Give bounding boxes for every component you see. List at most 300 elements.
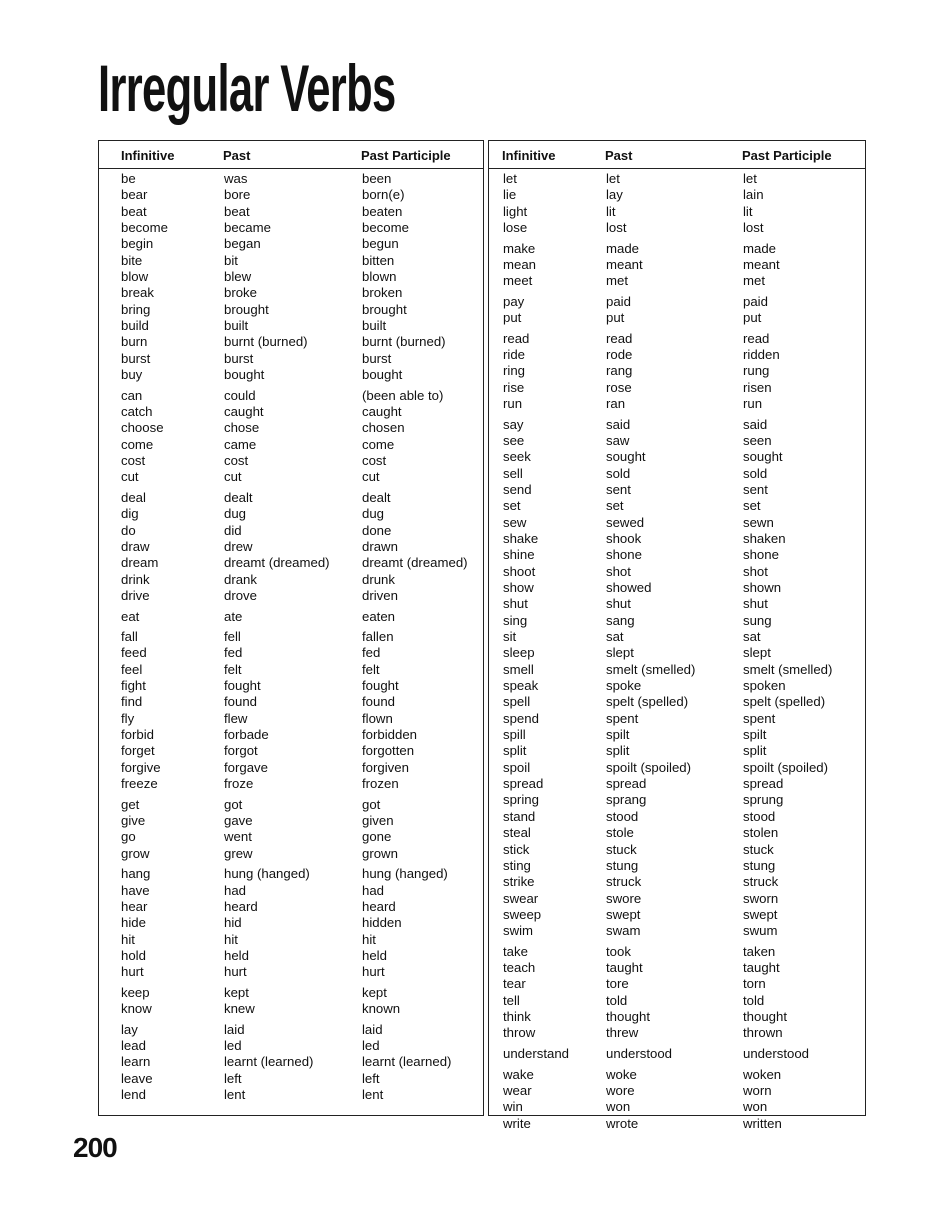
table-row <box>99 678 483 694</box>
past-participle-cell: driven <box>362 587 398 603</box>
infinitive-cell: can <box>121 387 143 403</box>
infinitive-cell: forbid <box>121 727 154 743</box>
table-row <box>99 645 483 661</box>
past-participle-cell: sought <box>743 449 783 465</box>
table-row <box>99 915 483 931</box>
past-participle-cell: stuck <box>743 841 774 857</box>
table-row <box>99 813 483 829</box>
past-cell: meant <box>606 256 643 272</box>
infinitive-cell: keep <box>121 984 150 1000</box>
infinitive-cell: eat <box>121 608 140 624</box>
table-row <box>489 363 865 379</box>
verb-table-right <box>488 140 866 1131</box>
table-row <box>99 404 483 420</box>
infinitive-cell: catch <box>121 404 153 419</box>
table-row <box>489 842 865 858</box>
table-row <box>489 1009 865 1025</box>
past-participle-cell: sung <box>743 612 772 628</box>
past-cell: sewed <box>606 514 645 530</box>
table-row <box>489 874 865 890</box>
past-cell: said <box>606 416 631 432</box>
past-cell: woke <box>606 1066 637 1082</box>
table-row <box>99 964 483 980</box>
past-participle-cell: sold <box>743 465 768 481</box>
infinitive-cell: show <box>503 580 534 595</box>
past-participle-cell: made <box>743 240 776 256</box>
verb-table-left <box>98 140 484 1116</box>
infinitive-cell: lend <box>121 1087 146 1103</box>
table-row <box>99 269 483 285</box>
past-participle-cell: dealt <box>362 489 391 505</box>
past-participle-cell: forgotten <box>362 743 415 759</box>
verb-list-left <box>99 171 483 1103</box>
past-cell: forgave <box>224 759 268 775</box>
past-cell: stung <box>606 857 639 873</box>
infinitive-cell: grow <box>121 845 150 861</box>
infinitive-cell: steal <box>503 825 531 841</box>
infinitive-cell: burst <box>121 350 151 366</box>
table-row <box>489 923 865 939</box>
infinitive-cell: set <box>503 498 521 514</box>
verb-list-right <box>489 171 865 1132</box>
table-row <box>489 858 865 874</box>
infinitive-cell: meet <box>503 273 533 289</box>
past-cell: paid <box>606 293 631 309</box>
past-participle-cell: flown <box>362 710 393 726</box>
infinitive-cell: shine <box>503 547 535 563</box>
infinitive-cell: bite <box>121 252 143 268</box>
table-row <box>489 396 865 412</box>
infinitive-cell: bear <box>121 187 148 203</box>
infinitive-cell: ride <box>503 347 525 362</box>
infinitive-cell: buy <box>121 367 143 383</box>
infinitive-cell: give <box>121 813 146 828</box>
infinitive-cell: fly <box>121 710 135 726</box>
past-participle-cell: sewn <box>743 514 774 530</box>
past-cell: shut <box>606 596 631 612</box>
past-participle-cell: been <box>362 171 392 186</box>
past-cell: sang <box>606 612 635 628</box>
past-cell: hit <box>224 931 238 947</box>
infinitive-cell: know <box>121 1001 152 1017</box>
past-cell: did <box>224 522 242 538</box>
past-cell: laid <box>224 1021 245 1037</box>
table-row <box>99 187 483 203</box>
table-row <box>489 944 865 960</box>
table-row <box>99 588 483 604</box>
past-participle-cell: woken <box>743 1066 782 1082</box>
table-row <box>489 596 865 612</box>
past-cell: built <box>224 318 249 334</box>
past-cell: won <box>606 1099 631 1115</box>
past-cell: swore <box>606 890 642 906</box>
past-participle-cell: felt <box>362 661 380 677</box>
past-participle-cell: understood <box>743 1046 809 1061</box>
past-cell: beat <box>224 203 250 219</box>
past-cell: came <box>224 436 257 452</box>
table-row <box>489 711 865 727</box>
past-cell: hid <box>224 915 242 931</box>
table-row <box>99 985 483 1001</box>
past-cell: led <box>224 1038 242 1054</box>
header-infinitive: Infinitive <box>121 148 175 163</box>
past-cell: fed <box>224 645 243 661</box>
past-participle-cell: frozen <box>362 776 399 792</box>
table-row <box>489 694 865 710</box>
past-participle-cell: spelt (spelled) <box>743 694 826 710</box>
infinitive-cell: do <box>121 522 136 538</box>
past-participle-cell: lost <box>743 220 764 236</box>
past-cell: dealt <box>224 489 253 505</box>
infinitive-cell: begin <box>121 236 154 252</box>
infinitive-cell: have <box>121 882 150 898</box>
past-participle-cell: let <box>743 171 757 186</box>
infinitive-cell: sing <box>503 612 528 628</box>
table-row <box>99 711 483 727</box>
past-participle-cell: shown <box>743 580 782 595</box>
past-cell: bought <box>224 367 265 383</box>
past-participle-cell: forgiven <box>362 759 409 775</box>
table-row <box>99 829 483 845</box>
infinitive-cell: feed <box>121 645 147 661</box>
infinitive-cell: get <box>121 796 140 812</box>
header-infinitive: Infinitive <box>502 148 556 163</box>
table-row <box>99 334 483 350</box>
past-cell: threw <box>606 1025 639 1041</box>
table-row <box>99 743 483 759</box>
infinitive-cell: dig <box>121 506 139 522</box>
past-cell: was <box>224 171 248 186</box>
past-participle-cell: born(e) <box>362 187 405 203</box>
table-row <box>489 678 865 694</box>
table-row <box>489 825 865 841</box>
table-row <box>489 662 865 678</box>
infinitive-cell: sew <box>503 514 527 530</box>
infinitive-cell: light <box>503 203 528 219</box>
infinitive-cell: sweep <box>503 906 542 922</box>
infinitive-cell: hit <box>121 931 135 947</box>
past-participle-cell: spoken <box>743 678 786 694</box>
past-cell: heard <box>224 898 258 914</box>
table-row <box>99 866 483 882</box>
past-cell: rode <box>606 347 633 362</box>
past-participle-cell: smelt (smelled) <box>743 661 833 677</box>
past-cell: thought <box>606 1009 650 1025</box>
past-participle-cell: put <box>743 310 762 326</box>
past-participle-cell: (been able to) <box>362 387 444 403</box>
past-cell: spilt <box>606 727 630 743</box>
past-cell: sought <box>606 449 646 465</box>
infinitive-cell: learn <box>121 1054 151 1070</box>
past-cell: wore <box>606 1082 635 1098</box>
infinitive-cell: let <box>503 171 517 186</box>
past-participle-cell: shone <box>743 547 779 563</box>
past-cell: knew <box>224 1001 255 1017</box>
table-row <box>489 347 865 363</box>
infinitive-cell: shoot <box>503 563 536 579</box>
infinitive-cell: choose <box>121 420 164 436</box>
past-cell: grew <box>224 845 253 861</box>
table-row <box>99 846 483 862</box>
past-cell: felt <box>224 661 242 677</box>
past-cell: met <box>606 273 628 289</box>
past-participle-cell: won <box>743 1099 768 1115</box>
past-cell: smelt (smelled) <box>606 661 696 677</box>
table-row <box>99 555 483 571</box>
past-cell: spoilt (spoiled) <box>606 759 692 775</box>
past-participle-cell: cost <box>362 453 387 469</box>
table-row <box>99 236 483 252</box>
past-participle-cell: spoilt (spoiled) <box>743 759 829 775</box>
infinitive-cell: leave <box>121 1070 153 1086</box>
header-past: Past <box>605 148 633 163</box>
past-participle-cell: told <box>743 992 765 1008</box>
table-header <box>489 141 865 169</box>
past-participle-cell: lit <box>743 203 753 219</box>
past-participle-cell: torn <box>743 976 766 992</box>
table-row <box>489 743 865 759</box>
past-cell: shook <box>606 530 642 546</box>
table-row <box>99 285 483 301</box>
past-cell: dug <box>224 506 247 522</box>
infinitive-cell: ring <box>503 363 525 379</box>
past-participle-cell: fed <box>362 645 381 661</box>
page-title: Irregular Verbs <box>98 51 396 125</box>
past-participle-cell: taught <box>743 960 780 976</box>
table-row <box>99 609 483 625</box>
past-participle-cell: swept <box>743 906 778 922</box>
past-cell: tore <box>606 976 629 992</box>
past-participle-cell: split <box>743 743 767 759</box>
infinitive-cell: seek <box>503 449 531 465</box>
infinitive-cell: spend <box>503 710 539 726</box>
past-cell: bore <box>224 187 251 203</box>
past-participle-cell: sent <box>743 481 768 497</box>
past-cell: spelt (spelled) <box>606 694 689 710</box>
infinitive-cell: spoil <box>503 759 531 775</box>
past-participle-cell: become <box>362 220 409 236</box>
table-row <box>99 253 483 269</box>
past-participle-cell: drawn <box>362 538 398 554</box>
table-row <box>489 1083 865 1099</box>
table-row <box>489 241 865 257</box>
past-participle-cell: rung <box>743 363 770 379</box>
infinitive-cell: teach <box>503 960 536 976</box>
infinitive-cell: lead <box>121 1038 146 1054</box>
past-cell: broke <box>224 285 257 301</box>
past-cell: shone <box>606 547 642 563</box>
table-row <box>99 1038 483 1054</box>
past-participle-cell: given <box>362 813 394 828</box>
infinitive-cell: cut <box>121 469 139 485</box>
table-row <box>99 490 483 506</box>
table-row <box>99 760 483 776</box>
infinitive-cell: rise <box>503 379 525 395</box>
header-past-participle: Past Participle <box>742 148 832 163</box>
table-row <box>99 932 483 948</box>
infinitive-cell: say <box>503 416 524 432</box>
infinitive-cell: drink <box>121 571 150 587</box>
past-cell: taught <box>606 960 643 976</box>
past-cell: fought <box>224 678 261 694</box>
past-cell: set <box>606 498 624 514</box>
past-participle-cell: caught <box>362 404 402 419</box>
past-cell: spread <box>606 776 647 792</box>
infinitive-cell: fall <box>121 629 138 645</box>
past-cell: put <box>606 310 625 326</box>
table-row <box>99 694 483 710</box>
infinitive-cell: win <box>503 1099 523 1115</box>
page-number: 200 <box>73 1132 117 1163</box>
table-row <box>489 331 865 347</box>
past-cell: stole <box>606 825 634 841</box>
infinitive-cell: speak <box>503 678 539 694</box>
past-participle-cell: slept <box>743 645 771 661</box>
past-participle-cell: led <box>362 1038 380 1054</box>
past-participle-cell: worn <box>743 1082 772 1098</box>
past-cell: kept <box>224 984 249 1000</box>
table-row <box>489 531 865 547</box>
past-participle-cell: begun <box>362 236 399 252</box>
past-participle-cell: meant <box>743 256 780 272</box>
infinitive-cell: spread <box>503 776 544 792</box>
table-row <box>489 645 865 661</box>
table-row <box>99 948 483 964</box>
past-cell: sat <box>606 629 624 645</box>
infinitive-cell: see <box>503 432 525 448</box>
table-row <box>489 976 865 992</box>
past-participle-cell: paid <box>743 293 768 309</box>
table-row <box>99 204 483 220</box>
table-row <box>489 809 865 825</box>
table-row <box>99 776 483 792</box>
past-cell: ran <box>606 396 626 412</box>
table-row <box>489 776 865 792</box>
past-cell: burnt (burned) <box>224 334 308 350</box>
table-row <box>99 302 483 318</box>
past-participle-cell: stung <box>743 857 776 873</box>
past-participle-cell: dug <box>362 506 385 522</box>
past-participle-cell: held <box>362 947 387 963</box>
past-cell: chose <box>224 420 260 436</box>
past-participle-cell: found <box>362 694 396 710</box>
past-participle-cell: come <box>362 436 395 452</box>
past-participle-cell: done <box>362 522 392 538</box>
past-cell: spent <box>606 710 639 726</box>
infinitive-cell: wake <box>503 1066 534 1082</box>
table-row <box>489 1116 865 1132</box>
infinitive-cell: tear <box>503 976 526 992</box>
past-cell: began <box>224 236 261 252</box>
table-row <box>489 417 865 433</box>
past-participle-cell: risen <box>743 379 772 395</box>
past-cell: learnt (learned) <box>224 1054 314 1070</box>
past-participle-cell: sworn <box>743 890 779 906</box>
infinitive-cell: cost <box>121 453 146 469</box>
past-participle-cell: sat <box>743 629 761 645</box>
infinitive-cell: take <box>503 943 528 959</box>
past-participle-cell: shut <box>743 596 768 612</box>
table-row <box>99 367 483 383</box>
past-cell: blew <box>224 269 252 285</box>
infinitive-cell: feel <box>121 661 143 677</box>
table-row <box>99 1022 483 1038</box>
past-participle-cell: chosen <box>362 420 405 436</box>
infinitive-cell: think <box>503 1009 531 1025</box>
past-cell: split <box>606 743 630 759</box>
past-participle-cell: taken <box>743 943 776 959</box>
infinitive-cell: freeze <box>121 776 158 792</box>
table-row <box>489 1067 865 1083</box>
table-row <box>489 310 865 326</box>
past-cell: got <box>224 796 243 812</box>
table-row <box>99 388 483 404</box>
table-row <box>99 629 483 645</box>
past-cell: stuck <box>606 841 637 857</box>
past-participle-cell: lain <box>743 187 764 203</box>
infinitive-cell: strike <box>503 874 535 890</box>
past-participle-cell: thought <box>743 1009 787 1025</box>
infinitive-cell: hurt <box>121 964 144 980</box>
past-cell: stood <box>606 808 639 824</box>
past-cell: lit <box>606 203 616 219</box>
table-row <box>489 204 865 220</box>
table-row <box>489 1046 865 1062</box>
table-row <box>489 760 865 776</box>
past-participle-cell: spent <box>743 710 776 726</box>
infinitive-cell: shake <box>503 530 539 546</box>
past-participle-cell: forbidden <box>362 727 417 743</box>
past-cell: drank <box>224 571 257 587</box>
past-cell: swept <box>606 906 641 922</box>
table-row <box>99 883 483 899</box>
infinitive-cell: deal <box>121 489 146 505</box>
header-past: Past <box>223 148 251 163</box>
table-row <box>99 437 483 453</box>
table-row <box>99 1087 483 1103</box>
table-row <box>489 257 865 273</box>
past-cell: held <box>224 947 249 963</box>
infinitive-cell: hear <box>121 898 148 914</box>
table-row <box>99 469 483 485</box>
past-cell: read <box>606 330 633 346</box>
infinitive-cell: hold <box>121 947 146 963</box>
infinitive-cell: sting <box>503 857 531 873</box>
past-participle-cell: fallen <box>362 629 394 645</box>
infinitive-cell: smell <box>503 661 534 677</box>
table-row <box>489 187 865 203</box>
past-cell: let <box>606 171 620 186</box>
past-cell: swam <box>606 923 641 939</box>
table-row <box>99 1054 483 1070</box>
table-row <box>489 907 865 923</box>
past-cell: left <box>224 1070 242 1086</box>
infinitive-cell: wear <box>503 1082 532 1098</box>
table-row <box>489 564 865 580</box>
table-row <box>99 727 483 743</box>
past-participle-cell: gone <box>362 829 392 845</box>
infinitive-cell: shut <box>503 596 528 612</box>
infinitive-cell: sleep <box>503 645 535 661</box>
past-participle-cell: had <box>362 882 385 898</box>
past-participle-cell: learnt (learned) <box>362 1054 452 1070</box>
infinitive-cell: make <box>503 240 536 256</box>
infinitive-cell: go <box>121 829 136 845</box>
infinitive-cell: hang <box>121 866 151 882</box>
past-cell: saw <box>606 432 630 448</box>
past-participle-cell: run <box>743 396 763 412</box>
past-participle-cell: burnt (burned) <box>362 334 446 350</box>
